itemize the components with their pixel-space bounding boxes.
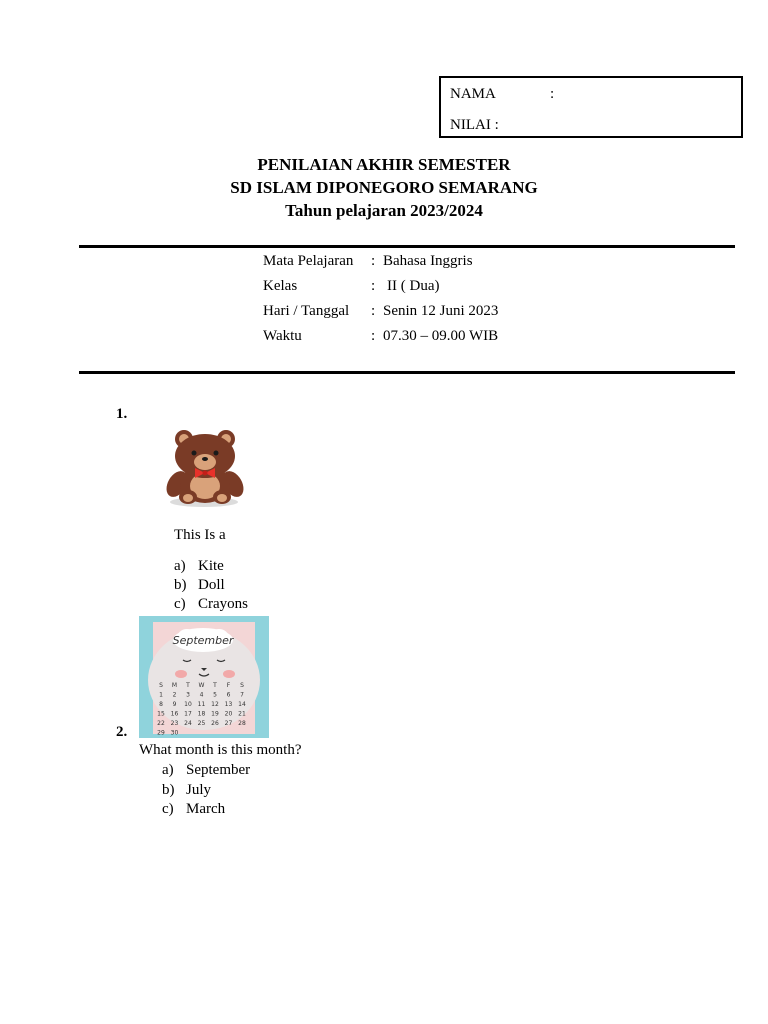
info-row-date — [0, 303, 768, 323]
calendar-day: 28 — [238, 720, 246, 727]
calendar-day: 5 — [213, 691, 217, 699]
calendar-day: 2 — [172, 691, 177, 699]
option-text: Crayons — [198, 596, 248, 612]
calendar-day: 16 — [170, 710, 179, 718]
question-1-option-a[interactable] — [174, 558, 224, 575]
calendar-weekday: W — [198, 682, 205, 689]
bottom-divider — [79, 371, 735, 374]
option-text: Doll — [198, 577, 225, 593]
calendar-day: 15 — [157, 710, 165, 718]
info-row-subject — [0, 253, 768, 273]
calendar-weekday: T — [213, 682, 217, 689]
calendar-day: 4 — [199, 691, 204, 699]
calendar-weekday: F — [226, 682, 231, 689]
exam-title: PENILAIAN AKHIR SEMESTER — [257, 155, 511, 174]
question-2-option-c[interactable] — [162, 801, 225, 818]
school-name: SD ISLAM DIPONEGORO SEMARANG — [230, 178, 538, 197]
question-1-option-c[interactable] — [174, 596, 248, 613]
calendar-day: 19 — [211, 710, 219, 718]
option-letter: a) — [174, 558, 186, 574]
calendar-day: 21 — [238, 710, 246, 718]
calendar-day: 9 — [172, 701, 177, 708]
info-label: Waktu — [263, 328, 302, 344]
calendar-day: 26 — [211, 720, 219, 727]
option-letter: b) — [174, 577, 187, 593]
calendar-day: 18 — [197, 710, 206, 718]
info-colon: : — [371, 253, 376, 269]
calendar-weekday: T — [186, 682, 190, 689]
info-row-time — [0, 328, 768, 348]
calendar-day: 7 — [240, 691, 244, 699]
option-letter: b) — [162, 782, 175, 798]
info-value: Bahasa Inggris — [383, 253, 473, 269]
question-2-option-a[interactable] — [162, 762, 250, 779]
option-text: July — [186, 782, 212, 798]
nilai-label: NILAI : — [450, 117, 499, 133]
september-calendar-image — [139, 616, 269, 738]
info-row-class — [0, 278, 768, 298]
question-1-prompt: This Is a — [174, 527, 226, 543]
option-letter: c) — [162, 801, 174, 817]
option-text: March — [186, 801, 226, 817]
calendar-day: 23 — [170, 720, 179, 727]
info-value: Senin 12 Juni 2023 — [383, 303, 499, 319]
student-info-box — [439, 76, 743, 138]
info-colon: : — [371, 328, 376, 344]
option-letter: a) — [162, 762, 174, 778]
calendar-day: 27 — [224, 720, 233, 727]
calendar-day: 10 — [184, 701, 192, 708]
info-value: II ( Dua) — [387, 278, 440, 294]
calendar-weekday: M — [171, 682, 178, 689]
calendar-weekday: S — [159, 682, 163, 689]
calendar-day: 11 — [197, 701, 206, 708]
info-colon: : — [371, 278, 376, 294]
info-label: Mata Pelajaran — [263, 253, 354, 269]
nama-row — [450, 86, 555, 103]
calendar-day: 6 — [226, 691, 231, 699]
option-text: September — [186, 762, 251, 778]
calendar-day: 3 — [186, 691, 190, 699]
calendar-day: 1 — [159, 691, 163, 699]
calendar-month-label: September — [172, 634, 234, 647]
info-colon: : — [371, 303, 376, 319]
option-letter: c) — [174, 596, 186, 612]
calendar-weekday: S — [240, 682, 244, 689]
info-value: 07.30 – 09.00 WIB — [383, 328, 499, 344]
question-2-option-b[interactable] — [162, 782, 211, 799]
top-divider — [79, 245, 735, 248]
info-label: Kelas — [263, 278, 298, 294]
calendar-day: 24 — [184, 720, 192, 727]
calendar-day: 22 — [157, 720, 165, 727]
calendar-day: 8 — [159, 701, 163, 708]
nama-colon: : — [550, 86, 555, 102]
calendar-day: 20 — [224, 710, 233, 718]
calendar-day: 14 — [238, 701, 246, 708]
calendar-day: 29 — [157, 729, 165, 737]
calendar-day: 25 — [197, 720, 206, 727]
calendar-day: 30 — [170, 729, 179, 737]
question-2-prompt: What month is this month? — [139, 742, 302, 758]
question-2-number: 2. — [116, 724, 128, 740]
info-label: Hari / Tanggal — [263, 303, 350, 319]
calendar-day: 13 — [224, 701, 233, 708]
question-1-option-b[interactable] — [174, 577, 225, 594]
nilai-row — [450, 117, 499, 134]
question-1-number: 1. — [116, 406, 128, 422]
calendar-day: 12 — [211, 701, 219, 708]
calendar-day: 17 — [184, 710, 192, 718]
teddy-bear-image — [138, 426, 270, 512]
nama-label: NAMA — [450, 86, 496, 102]
option-text: Kite — [198, 558, 224, 574]
academic-year: Tahun pelajaran 2023/2024 — [285, 201, 483, 220]
